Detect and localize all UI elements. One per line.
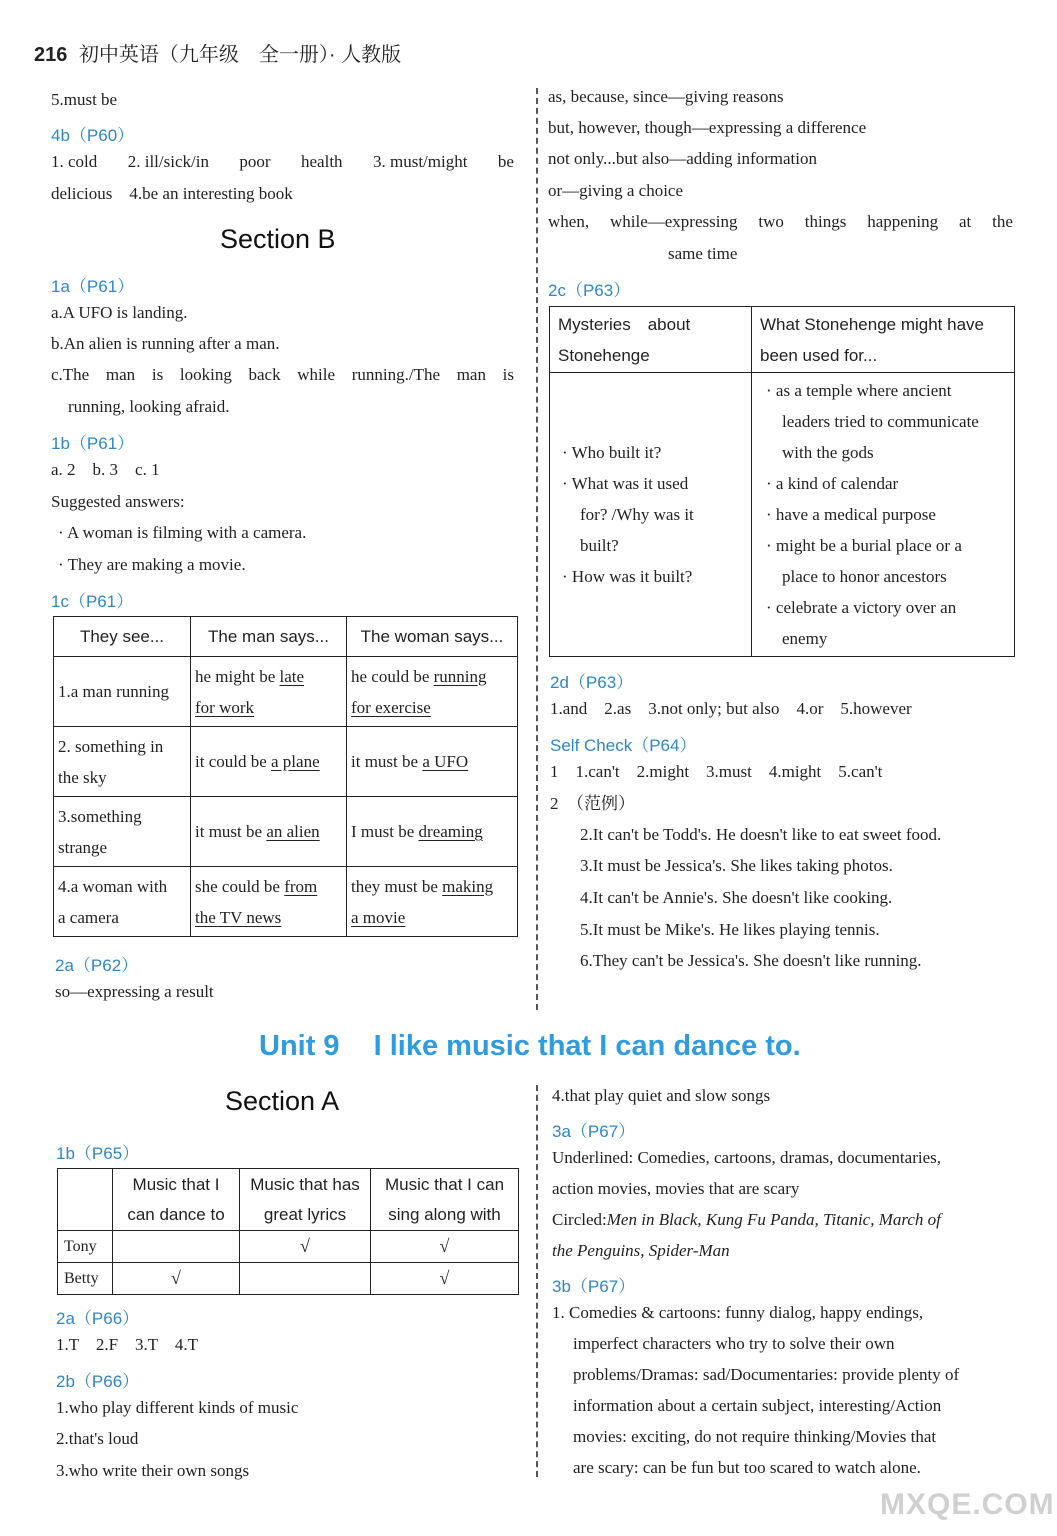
table-header: The man says... bbox=[191, 617, 347, 657]
answer-line: 1.who play different kinds of music bbox=[56, 1398, 299, 1417]
answer-line: problems/Dramas: sad/Documentaries: provide plenty of bbox=[573, 1365, 960, 1384]
table-header: What Stonehenge might have been used for... bbox=[752, 307, 1015, 373]
section-heading-1c: 1c（P61） bbox=[51, 592, 134, 611]
table-row: 1.a man running he might be late for work he could be running for exercise bbox=[54, 657, 518, 727]
section-heading-4b: 4b（P60） bbox=[51, 126, 135, 145]
answer-line: 1. cold 2. ill/sick/in poor health 3. must/might be bbox=[51, 152, 514, 171]
check-mark bbox=[240, 1263, 371, 1295]
answer-line: imperfect characters who try to solve their own bbox=[573, 1334, 895, 1353]
unit-title bbox=[259, 1030, 801, 1063]
table-1c bbox=[53, 616, 518, 937]
table-row: · Who built it? · What was it used for? /Why was it built? · How was it built? · as a temple where ancient leaders tried to communicate with the gods · a kind of calendar · have a medical purpose · might be a burial place or a place to honor ancestors · celebrate a victory over an enemy bbox=[550, 373, 1015, 657]
section-heading-2a-unit9: 2a（P66） bbox=[56, 1309, 140, 1328]
table-row: 3.something strange it must be an alien I must be dreaming bbox=[54, 797, 518, 867]
section-heading-1b-unit9: 1b（P65） bbox=[56, 1144, 140, 1163]
watermark-logo: MXQE.COM bbox=[880, 1488, 1055, 1521]
answer-line: 5.It must be Mike's. He likes playing tennis. bbox=[580, 920, 880, 939]
table-row: 4.a woman with a camera she could be from the TV news they must be making a movie bbox=[54, 867, 518, 937]
answer-line: 2.that's loud bbox=[56, 1429, 139, 1448]
section-heading-1b: 1b（P61） bbox=[51, 434, 135, 453]
answer-line: but, however, though—expressing a difference bbox=[548, 118, 867, 137]
table-header: Music that has great lyrics bbox=[240, 1169, 371, 1231]
table-corner bbox=[58, 1169, 113, 1231]
check-mark: √ bbox=[371, 1263, 519, 1295]
section-heading-2a: 2a（P62） bbox=[55, 956, 139, 975]
section-heading-2d: 2d（P63） bbox=[550, 673, 634, 692]
answer-line: same time bbox=[668, 244, 738, 263]
table-header: Music that I can dance to bbox=[113, 1169, 240, 1231]
answer-line: b.An alien is running after a man. bbox=[51, 334, 280, 353]
table-1b-music bbox=[57, 1168, 519, 1295]
answer-line: a.A UFO is landing. bbox=[51, 303, 188, 322]
check-mark: √ bbox=[113, 1263, 240, 1295]
column-divider-top bbox=[536, 88, 538, 1010]
section-title-b: Section B bbox=[220, 224, 336, 254]
page-header bbox=[34, 38, 401, 67]
table-header: The woman says... bbox=[347, 617, 518, 657]
table-row: Tony √ √ bbox=[58, 1231, 519, 1263]
answer-line: a. 2 b. 3 c. 1 bbox=[51, 460, 160, 479]
section-heading-1a: 1a（P61） bbox=[51, 277, 135, 296]
answer-line: or—giving a choice bbox=[548, 181, 684, 200]
answer-line: 3.It must be Jessica's. She likes taking photos. bbox=[580, 856, 893, 875]
table-header: They see... bbox=[54, 617, 191, 657]
section-title-a: Section A bbox=[225, 1086, 340, 1116]
table-row: Betty √ √ bbox=[58, 1263, 519, 1295]
answer-line: 4.that play quiet and slow songs bbox=[552, 1086, 771, 1105]
check-mark: √ bbox=[240, 1231, 371, 1263]
answer-line: Underlined: Comedies, cartoons, dramas, documentaries, bbox=[552, 1148, 941, 1167]
answer-line: 3.who write their own songs bbox=[56, 1461, 250, 1480]
answer-line: c.The man is looking back while running./The man is bbox=[51, 365, 514, 384]
section-heading-2b-unit9: 2b（P66） bbox=[56, 1372, 140, 1391]
table-header: Mysteries about Stonehenge bbox=[550, 307, 752, 373]
answer-line: 5.must be bbox=[51, 90, 118, 109]
check-mark: √ bbox=[371, 1231, 519, 1263]
unit-label: Unit 9 bbox=[259, 1030, 340, 1062]
table-2c bbox=[549, 306, 1015, 657]
page-number: 216 bbox=[34, 44, 68, 66]
answer-line: running, looking afraid. bbox=[68, 397, 230, 416]
answer-line: 1.and 2.as 3.not only; but also 4.or 5.however bbox=[550, 699, 912, 718]
answer-line: Suggested answers: bbox=[51, 492, 185, 511]
answer-line: 4.It can't be Annie's. She doesn't like cooking. bbox=[580, 888, 893, 907]
answer-line: the Penguins, Spider-Man bbox=[552, 1241, 730, 1260]
answer-line: · They are making a movie. bbox=[58, 555, 246, 574]
answer-line: 1.T 2.F 3.T 4.T bbox=[56, 1335, 198, 1354]
section-heading-self-check: Self Check（P64） bbox=[550, 736, 697, 755]
section-heading-3b: 3b（P67） bbox=[552, 1277, 636, 1296]
column-divider-bottom bbox=[536, 1085, 538, 1477]
answer-line: 6.They can't be Jessica's. She doesn't like running. bbox=[580, 951, 922, 970]
table-header: Music that I can sing along with bbox=[371, 1169, 519, 1231]
answer-line: 1 1.can't 2.might 3.must 4.might 5.can't bbox=[550, 762, 883, 781]
answer-line: as, because, since—giving reasons bbox=[548, 87, 784, 106]
section-heading-3a: 3a（P67） bbox=[552, 1122, 636, 1141]
answer-line: Circled:Men in Black, Kung Fu Panda, Titanic, March of bbox=[552, 1210, 941, 1229]
answer-line: 2.It can't be Todd's. He doesn't like to eat sweet food. bbox=[580, 825, 942, 844]
unit-name: I like music that I can dance to. bbox=[373, 1030, 801, 1062]
table-row: 2. something in the sky it could be a plane it must be a UFO bbox=[54, 727, 518, 797]
book-title: 初中英语（九年级 全一册）· 人教版 bbox=[78, 44, 402, 66]
answer-line: · A woman is filming with a camera. bbox=[58, 523, 307, 542]
answer-line: movies: exciting, do not require thinking/Movies that bbox=[573, 1427, 937, 1446]
answer-line: are scary: can be fun but too scared to watch alone. bbox=[573, 1458, 921, 1477]
answer-line: 1. Comedies & cartoons: funny dialog, happy endings, bbox=[552, 1303, 924, 1322]
answer-line: information about a certain subject, interesting/Action bbox=[573, 1396, 942, 1415]
check-mark bbox=[113, 1231, 240, 1263]
section-heading-2c: 2c（P63） bbox=[548, 281, 631, 300]
answer-line: action movies, movies that are scary bbox=[552, 1179, 800, 1198]
answer-line: not only...but also—adding information bbox=[548, 149, 817, 168]
answer-line: delicious 4.be an interesting book bbox=[51, 184, 293, 203]
answer-line: when, while—expressing two things happening at the bbox=[548, 212, 1013, 231]
answer-line: 2 （范例） bbox=[550, 794, 635, 813]
answer-line: so—expressing a result bbox=[55, 982, 214, 1001]
